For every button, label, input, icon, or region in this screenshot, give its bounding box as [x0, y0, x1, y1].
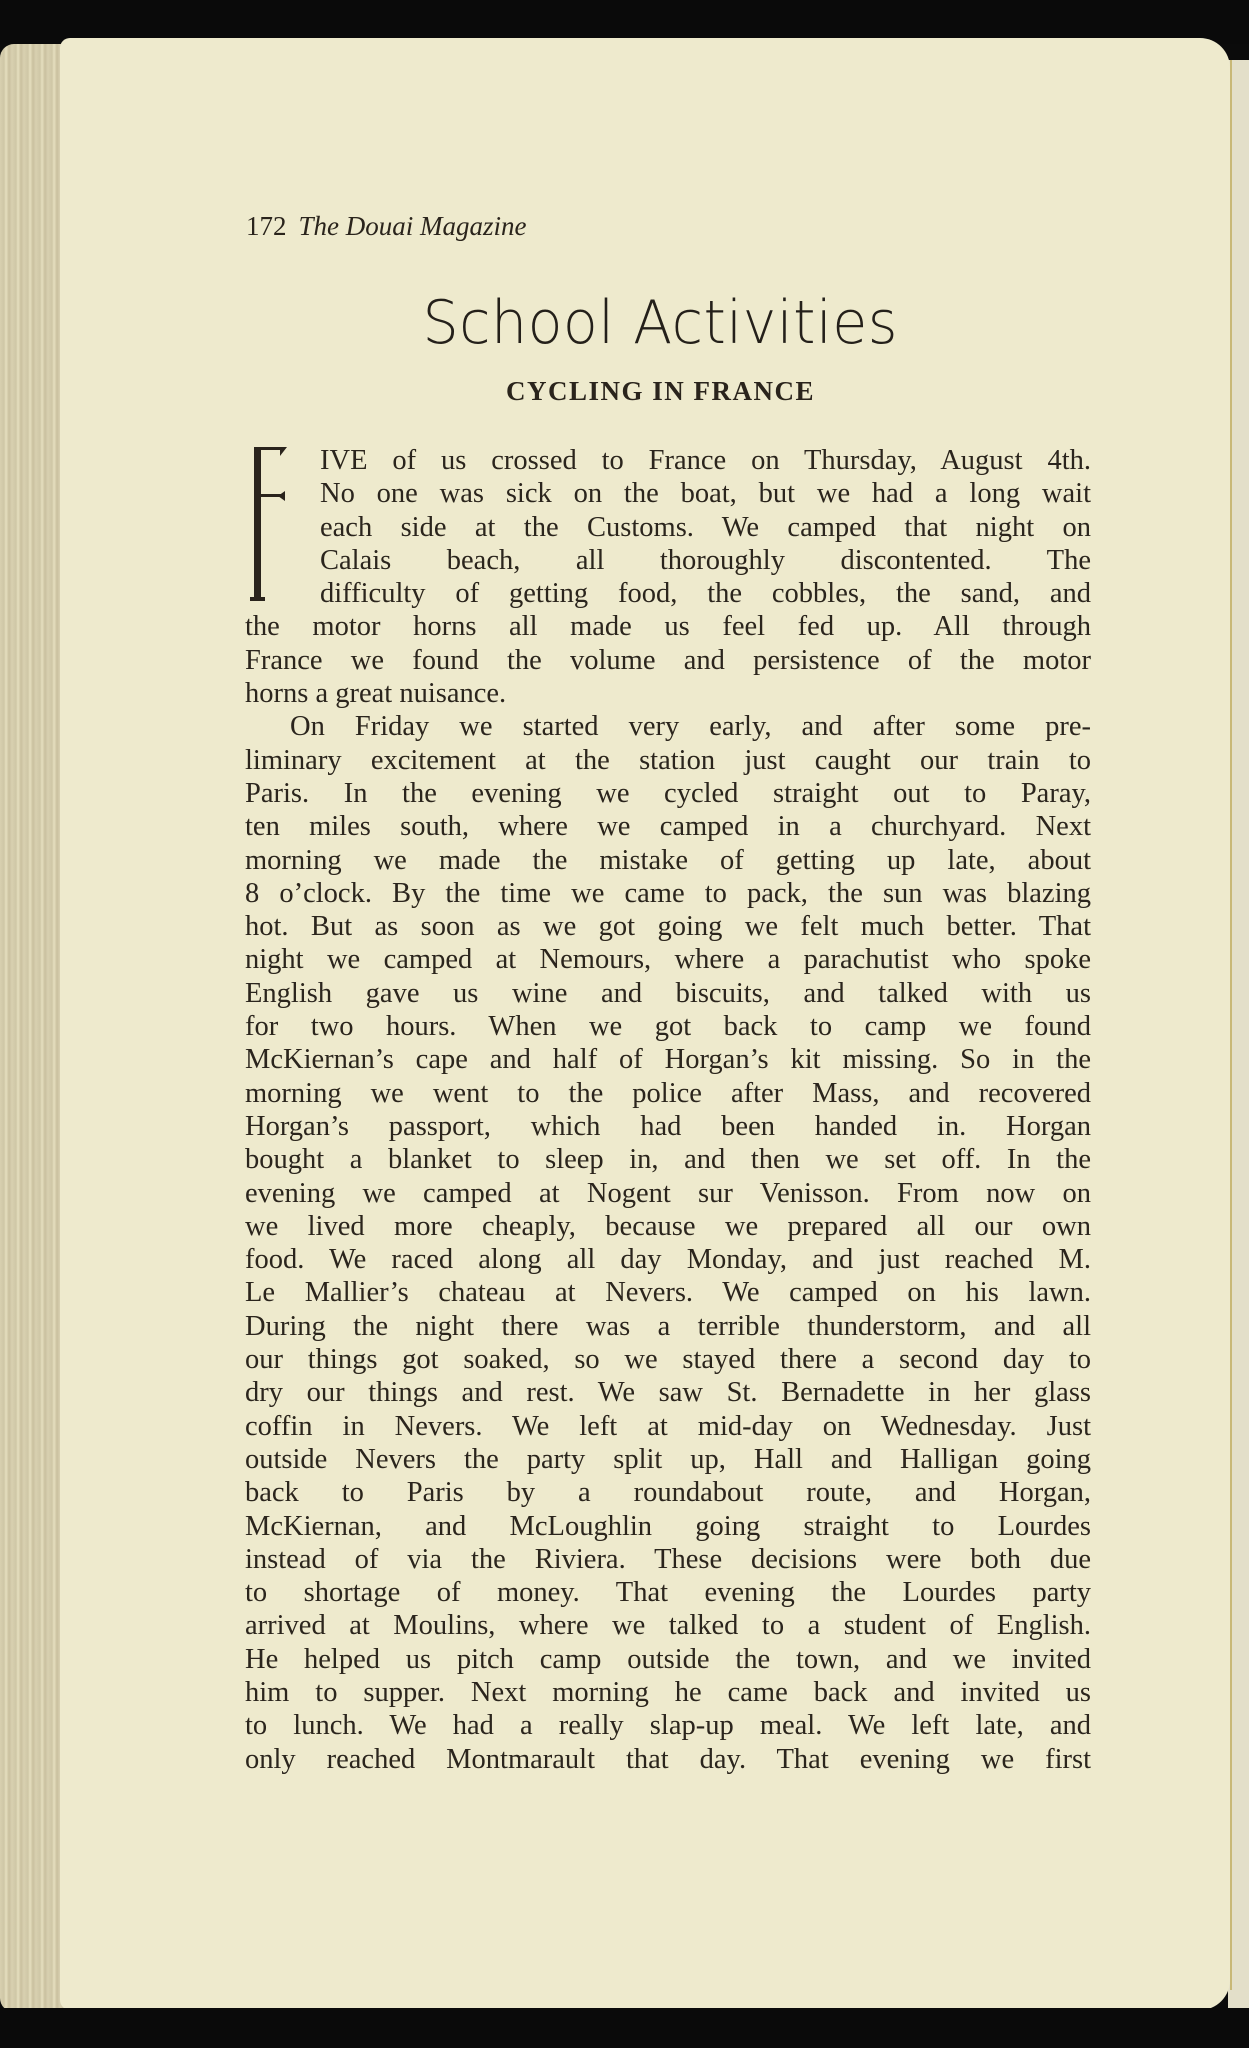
text-line: English gave us wine and biscuits, and talked with us	[245, 977, 1091, 1009]
text-line: ten miles south, where we camped in a churchyard. Next	[245, 811, 1091, 843]
text-line: only reached Montmarault that day. That evening we first	[245, 1743, 1091, 1775]
text-line: to shortage of money. That evening the Lourdes party	[245, 1577, 1091, 1609]
text-line: to lunch. We had a really slap-up meal. We left late, and	[245, 1710, 1091, 1742]
text-line: France we found the volume and persistence of the motor	[245, 644, 1091, 676]
text-line: Calais beach, all thoroughly discontented. The	[320, 544, 1091, 576]
text-line: Paris. In the evening we cycled straight out to Paray,	[245, 777, 1091, 809]
section-title	[0, 288, 1249, 358]
text-line: morning we went to the police after Mass, and recovered	[245, 1077, 1091, 1109]
article-subtitle-text: CYCLING IN FRANCE	[505, 376, 815, 406]
text-line: IVE of us crossed to France on Thursday, August 4th.	[320, 445, 1091, 476]
text-line: liminary excitement at the station just caught our train to	[245, 744, 1091, 776]
text-line: bought a blanket to sleep in, and then we set off. In the	[245, 1144, 1091, 1176]
publication-title: The Douai Magazine	[298, 211, 527, 241]
text-line: He helped us pitch camp outside the town, and we invited	[245, 1643, 1091, 1675]
text-line: for two hours. When we got back to camp we found	[245, 1011, 1091, 1043]
running-head	[246, 211, 526, 242]
text-line: each side at the Customs. We camped that night on	[320, 511, 1091, 543]
text-line: him to supper. Next morning he came back and invited us	[245, 1676, 1091, 1708]
scan-background-bottom	[0, 2008, 1249, 2048]
text-line: instead of via the Riviera. These decisions were both due	[245, 1543, 1091, 1575]
article-subtitle	[0, 376, 1249, 407]
text-line: back to Paris by a roundabout route, and Horgan,	[245, 1477, 1091, 1509]
text-line: horns a great nuisance.	[245, 678, 507, 710]
text-line: night we camped at Nemours, where a parachutist who spoke	[245, 944, 1091, 976]
text-line: hot. But as soon as we got going we felt much better. That	[245, 911, 1091, 943]
text-line: arrived at Moulins, where we talked to a student of English.	[245, 1610, 1091, 1642]
text-line: During the night there was a terrible thunderstorm, and all	[245, 1310, 1091, 1342]
text-line: difficulty of getting food, the cobbles, the sand, and	[320, 578, 1091, 610]
text-line: Horgan’s passport, which had been handed in. Horgan	[245, 1110, 1091, 1142]
text-line: the motor horns all made us feel fed up. All through	[245, 611, 1091, 643]
text-line: morning we made the mistake of getting up late, about	[245, 844, 1091, 876]
text-line: 8 o’clock. By the time we came to pack, the sun was blazing	[245, 877, 1091, 909]
text-line: we lived more cheaply, because we prepared all our own	[245, 1210, 1091, 1242]
text-line: Le Mallier’s chateau at Nevers. We camped on his lawn.	[245, 1277, 1091, 1309]
section-title-text: School Activities	[422, 288, 899, 358]
text-line: coffin in Nevers. We left at mid-day on Wednesday. Just	[245, 1410, 1091, 1442]
page-number: 172	[246, 211, 287, 241]
text-line: food. We raced along all day Monday, and just reached M.	[245, 1244, 1091, 1276]
text-line: outside Nevers the party split up, Hall and Halligan going	[245, 1443, 1091, 1475]
text-line: On Friday we started very early, and after some pre-	[290, 711, 1091, 743]
text-line: McKiernan, and McLoughlin going straight to Lourdes	[245, 1510, 1091, 1542]
text-line: evening we camped at Nogent sur Venisson. From now on	[245, 1177, 1091, 1209]
text-line: McKiernan’s cape and half of Horgan’s kit missing. So in the	[245, 1044, 1091, 1076]
text-line: dry our things and rest. We saw St. Bernadette in her glass	[245, 1377, 1091, 1409]
text-line: No one was sick on the boat, but we had a long wait	[320, 478, 1091, 510]
article-body	[245, 444, 1091, 1776]
text-line: our things got soaked, so we stayed there a second day to	[245, 1344, 1091, 1376]
